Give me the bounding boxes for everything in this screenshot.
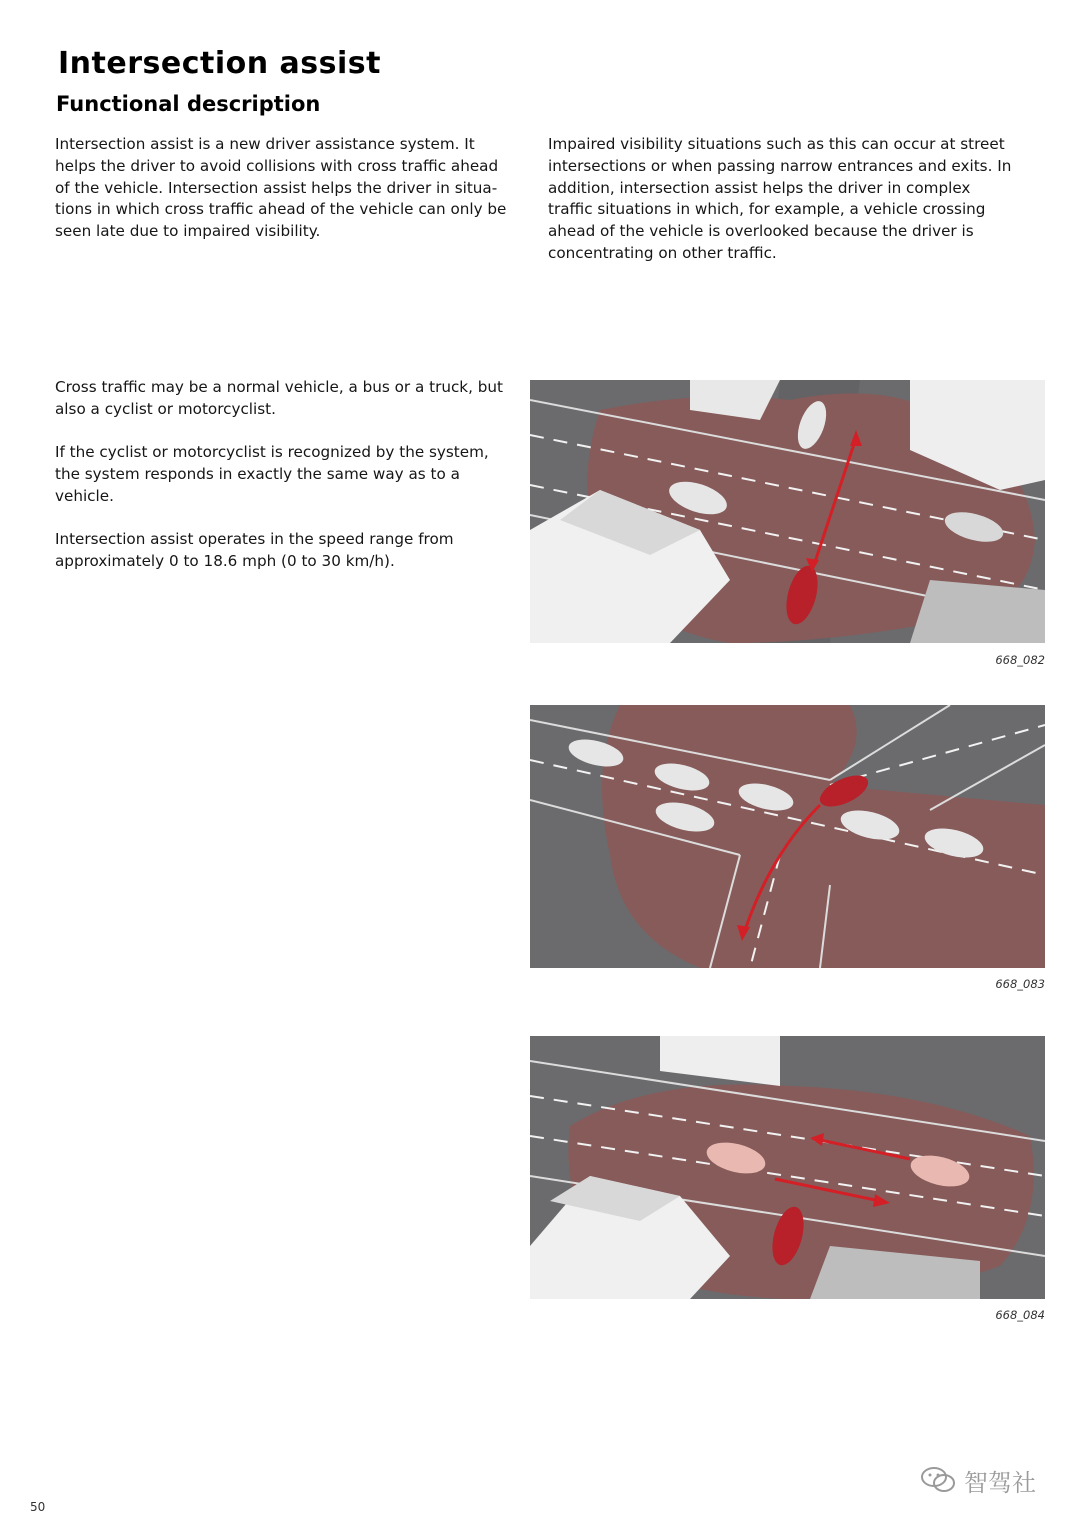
wechat-icon [920, 1465, 958, 1495]
page-title: Intersection assist [58, 46, 381, 81]
figure-intersection [530, 380, 1045, 643]
figure-caption: 668_083 [995, 977, 1045, 991]
intersection-illustration [530, 380, 1045, 643]
figure-caption: 668_084 [995, 1308, 1045, 1322]
figure-left-turn [530, 705, 1045, 968]
page-number: 50 [30, 1500, 46, 1514]
paragraph-speed-range: Intersection assist operates in the speed range from approximately 0 to 18.6 mph (0 to 30 km/h). [55, 530, 454, 570]
watermark [920, 1462, 1050, 1498]
watermark-text: 智驾社 [964, 1468, 1036, 1497]
figure-exit [530, 1036, 1045, 1299]
left-turn-illustration [530, 705, 1045, 968]
figure-caption: 668_082 [995, 653, 1045, 667]
section-subtitle: Functional description [56, 92, 321, 116]
paragraph-cyclist: If the cyclist or motorcyclist is recognized by the system, the system responds in exactly the same way as to a vehicle. [55, 443, 489, 505]
paragraph-visibility: Impaired visibility situations such as this can occur at street intersections or when passing narrow entrances and exits. In addition, intersection assist helps the driver in complex traffic situations in which, for example, a vehicle crossing ahead of the vehicle is overlooked because the driver is concentrating on other traffic. [548, 135, 1012, 262]
exit-illustration [530, 1036, 1045, 1299]
paragraph-intro: Intersection assist is a new driver assistance system. It helps the driver to avoid collisions with cross traffic ahead of the vehicle. Intersection assist helps the driver in situa-tions in which cross traffic ahead of the vehicle can only be seen late due to impaired visibility. [55, 135, 507, 241]
paragraph-cross-traffic: Cross traffic may be a normal vehicle, a bus or a truck, but also a cyclist or motorcyclist. [55, 378, 503, 418]
